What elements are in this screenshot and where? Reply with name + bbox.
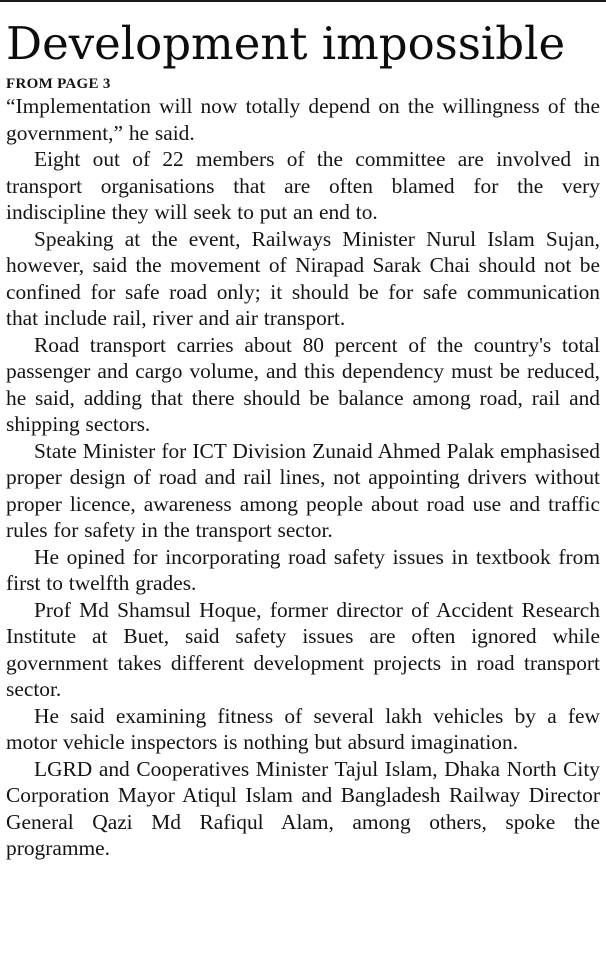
paragraph-fitness: He said examining fitness of several lakh vehicles by a few motor vehicle inspectors is nothing but absurd imagination. [6,703,600,754]
headline: Development impossible [6,17,566,70]
paragraph-committee: Eight out of 22 members of the committee are involved in transport organisations that are often blamed for the very indiscipline they will seek to put an end to. [6,147,600,224]
paragraph-railways-minister: Speaking at the event, Railways Minister Nurul Islam Sujan, however, said the movement of Nirapad Sarak Chai should not be confined for safe road only; it should be for safe communication that include rail, river and air transport. [6,226,600,330]
paragraph-state-minister: State Minister for ICT Division Zunaid Ahmed Palak emphasised proper design of road and rail lines, not appointing drivers without proper licence, awareness among people about road use and traffic rules for safety in the transport sector. [6,438,600,542]
paragraph-quote: “Implementation will now totally depend on the willingness of the government,” he said. [6,94,600,145]
paragraph-prof-hoque: Prof Md Shamsul Hoque, former director of Accident Research Institute at Buet, said safety issues are often ignored while government takes different development projects in road transport sector. [6,597,600,701]
paragraph-road-transport: Road transport carries about 80 percent of the country's total passenger and cargo volume, and this dependency must be reduced, he said, adding that there should be balance among road, rail and shipping sectors. [6,332,600,436]
paragraph-textbook: He opined for incorporating road safety issues in textbook from first to twelfth grades. [6,544,600,595]
jump-line: FROM PAGE 3 [6,76,111,92]
article-body [6,93,600,862]
paragraph-attendees: LGRD and Cooperatives Minister Tajul Islam, Dhaka North City Corporation Mayor Atiqul Islam and Bangladesh Railway Director General Qazi Md Rafiqul Alam, among others, spoke the programme. [6,756,600,860]
